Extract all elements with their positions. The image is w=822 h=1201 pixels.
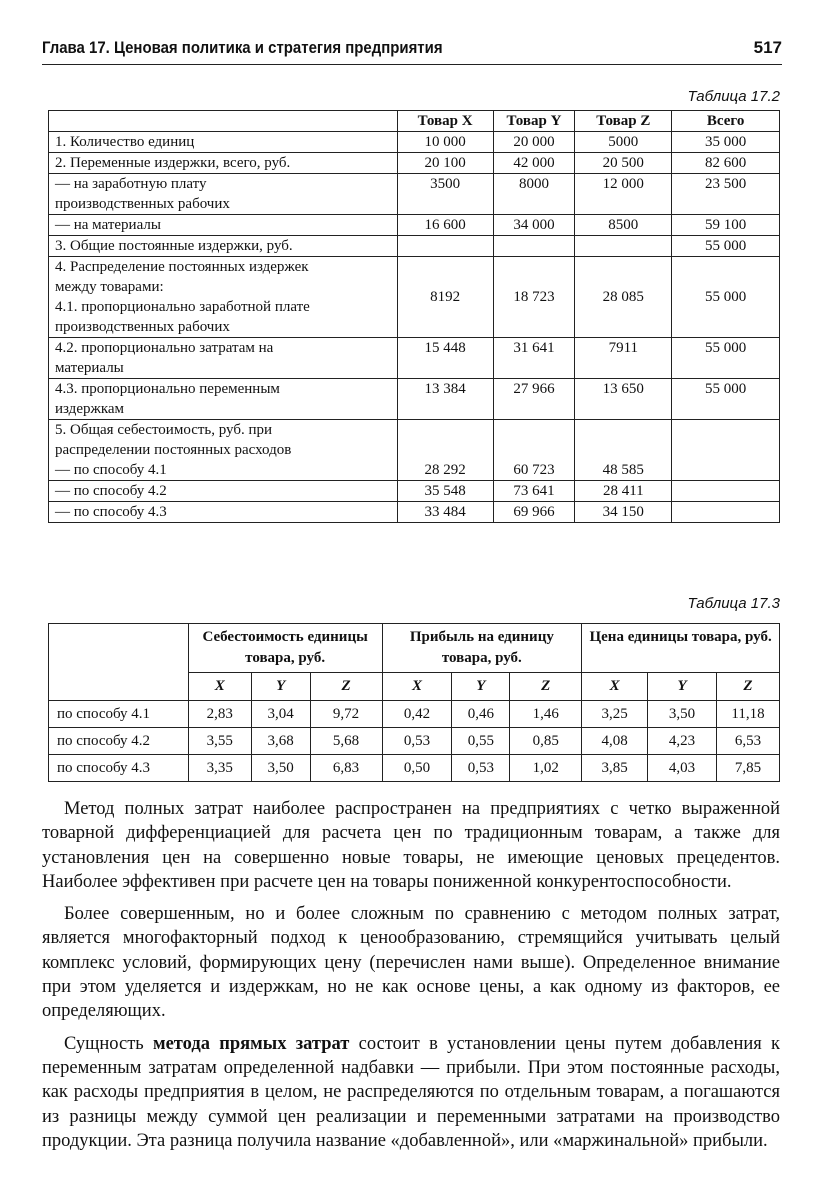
table-cell: 6,53: [717, 728, 780, 755]
table-cell: 3,55: [188, 728, 251, 755]
row-label: по способу 4.1: [49, 701, 189, 728]
table-cell: 0,53: [382, 728, 452, 755]
subcolumn-header: X: [582, 673, 648, 701]
paragraph: Более совершенным, но и более сложным по сравнению с методом полных затрат, является многофакторный подход к ценообразованию, стремящийся учитывать целый комплекс условий, формирующих цену (перечислен нами выше). Определенное внимание при этом уделяется и издержкам, но не как основе цены, а как одному из факторов, ее определяющих.: [42, 904, 780, 1022]
table-cell: [575, 236, 672, 257]
page-number: 517: [753, 38, 782, 57]
table-row: [49, 153, 780, 174]
table-cell: 18 723: [493, 257, 575, 338]
group-header: Цена единицы товара, руб.: [582, 624, 780, 673]
table-cell: 20 500: [575, 153, 672, 174]
table-cell: 13 384: [397, 379, 493, 420]
table-cell: 12 000: [575, 174, 672, 215]
table-cell: 0,85: [510, 728, 582, 755]
table-17-3-caption: Таблица 17.3: [687, 595, 780, 612]
table-cell: 3,50: [648, 701, 717, 728]
table-cell: 4,08: [582, 728, 648, 755]
body-text: [42, 797, 780, 1161]
row-label: — по способу 4.3: [49, 502, 398, 523]
table-cell: 7911: [575, 338, 672, 379]
table-cell: 35 000: [672, 132, 780, 153]
subcolumn-header: Y: [648, 673, 717, 701]
table-cell: 4,03: [648, 755, 717, 782]
table-cell: 9,72: [310, 701, 382, 728]
table-row: [49, 379, 780, 420]
table-row: [49, 481, 780, 502]
table-cell: 0,46: [452, 701, 510, 728]
table-cell: 8192: [397, 257, 493, 338]
table-cell: 2,83: [188, 701, 251, 728]
table-cell: [672, 481, 780, 502]
row-label-line: — по способу 4.1: [55, 462, 167, 478]
group-header: Прибыль на единицу товара, руб.: [382, 624, 582, 673]
table-cell: 59 100: [672, 215, 780, 236]
row-label-line: 5. Общая себестоимость, руб. при распределении постоянных расходов: [55, 422, 292, 458]
subcolumn-header: Y: [452, 673, 510, 701]
table-cell: [397, 236, 493, 257]
table-cell: 82 600: [672, 153, 780, 174]
table-cell: 1,46: [510, 701, 582, 728]
table-row: [49, 215, 780, 236]
table-cell: 5,68: [310, 728, 382, 755]
column-header: Всего: [672, 111, 780, 132]
table-cell: 3,85: [582, 755, 648, 782]
table-17-3: [48, 623, 780, 782]
table-cell: 7,85: [717, 755, 780, 782]
table-cell: 55 000: [672, 236, 780, 257]
row-label-line: 4. Распределение постоянных издержек между товарами:: [55, 259, 309, 295]
table-17-2: [48, 110, 780, 523]
row-label: 4.3. пропорционально переменным издержкам: [49, 379, 398, 420]
table-row: [49, 420, 780, 481]
table-cell: 8500: [575, 215, 672, 236]
row-label: [49, 257, 398, 338]
chapter-title: Глава 17. Ценовая политика и стратегия предприятия: [42, 38, 443, 57]
table-cell: 1,02: [510, 755, 582, 782]
row-label: 2. Переменные издержки, всего, руб.: [49, 153, 398, 174]
table-row: [49, 728, 780, 755]
table-header-row: [49, 111, 780, 132]
subcolumn-header: Z: [717, 673, 780, 701]
table-cell: 0,53: [452, 755, 510, 782]
table-cell: 60 723: [493, 420, 575, 481]
table-cell: 3,25: [582, 701, 648, 728]
table-cell: [493, 236, 575, 257]
table-cell: 15 448: [397, 338, 493, 379]
table-cell: 28 085: [575, 257, 672, 338]
subcolumn-header: X: [188, 673, 251, 701]
table-row: [49, 701, 780, 728]
table-cell: 13 650: [575, 379, 672, 420]
table-cell: 28 292: [397, 420, 493, 481]
table-row: [49, 236, 780, 257]
table-row: [49, 338, 780, 379]
table-cell: 69 966: [493, 502, 575, 523]
table-17-2-caption: Таблица 17.2: [687, 88, 780, 105]
row-label-line: 4.1. пропорционально заработной плате производственных рабочих: [55, 299, 310, 335]
paragraph: Метод полных затрат наиболее распространен на предприятиях с четко выраженной товарной дифференциацией для расчета цен по традиционным товарам, а также для установления цен на совершенно новые товары, не имеющие ценовых прецедентов. Наиболее эффективен при расчете цен на товары пониженной конкурентоспособности.: [42, 799, 780, 892]
row-label: 4.2. пропорционально затратам на материалы: [49, 338, 398, 379]
table-cell: 35 548: [397, 481, 493, 502]
table-cell: 27 966: [493, 379, 575, 420]
table-cell: 3,50: [251, 755, 310, 782]
table-cell: 34 000: [493, 215, 575, 236]
table-cell: 55 000: [672, 338, 780, 379]
table-cell: 31 641: [493, 338, 575, 379]
table-cell: 10 000: [397, 132, 493, 153]
table-cell: 6,83: [310, 755, 382, 782]
table-cell: 5000: [575, 132, 672, 153]
table-cell: 33 484: [397, 502, 493, 523]
table-cell: 73 641: [493, 481, 575, 502]
row-label: — на заработную плату производственных рабочих: [49, 174, 398, 215]
running-head: [42, 38, 782, 65]
header-empty-cell: [49, 111, 398, 132]
row-label: — на материалы: [49, 215, 398, 236]
paragraph: [42, 1032, 780, 1153]
header-empty-cell: [49, 624, 189, 701]
paragraph-text: Сущность: [64, 1033, 153, 1054]
table-cell: 8000: [493, 174, 575, 215]
table-row: [49, 755, 780, 782]
row-label: по способу 4.3: [49, 755, 189, 782]
table-cell: 55 000: [672, 257, 780, 338]
table-cell: 23 500: [672, 174, 780, 215]
table-cell: [672, 420, 780, 481]
column-header: Товар X: [397, 111, 493, 132]
table-cell: 55 000: [672, 379, 780, 420]
table-cell: 0,50: [382, 755, 452, 782]
table-cell: 0,42: [382, 701, 452, 728]
table-group-header-row: [49, 624, 780, 673]
column-header: Товар Y: [493, 111, 575, 132]
table-row: [49, 132, 780, 153]
table-cell: 3,68: [251, 728, 310, 755]
table-cell: [672, 502, 780, 523]
subcolumn-header: Y: [251, 673, 310, 701]
table-cell: 20 100: [397, 153, 493, 174]
row-label: 1. Количество единиц: [49, 132, 398, 153]
table-cell: 28 411: [575, 481, 672, 502]
table-cell: 3,35: [188, 755, 251, 782]
table-row: [49, 502, 780, 523]
row-label: [49, 420, 398, 481]
table-cell: 42 000: [493, 153, 575, 174]
table-cell: 0,55: [452, 728, 510, 755]
paragraph-text: состоит в установлении цены путем добавления к переменным затратам определенной надбавки — прибыли. При этом постоянные расходы, как расходы предприятия в целом, не распределяются по отдельным товарам, а погашаются из разницы между суммой цен реализации и переменными затратами на производство продукции. Эта разница получила название «добавленной», или «маржинальной» прибыли.: [42, 1033, 781, 1151]
table-cell: 34 150: [575, 502, 672, 523]
subcolumn-header: Z: [310, 673, 382, 701]
row-label: 3. Общие постоянные издержки, руб.: [49, 236, 398, 257]
table-cell: 20 000: [493, 132, 575, 153]
subcolumn-header: X: [382, 673, 452, 701]
row-label: по способу 4.2: [49, 728, 189, 755]
subcolumn-header: Z: [510, 673, 582, 701]
table-cell: 48 585: [575, 420, 672, 481]
table-cell: 11,18: [717, 701, 780, 728]
table-cell: 3,04: [251, 701, 310, 728]
table-cell: 3500: [397, 174, 493, 215]
column-header: Товар Z: [575, 111, 672, 132]
table-row: [49, 174, 780, 215]
bold-term: метода прямых затрат: [152, 1033, 350, 1054]
table-row: [49, 257, 780, 338]
table-cell: 16 600: [397, 215, 493, 236]
table-cell: 4,23: [648, 728, 717, 755]
row-label: — по способу 4.2: [49, 481, 398, 502]
group-header: Себестоимость единицы товара, руб.: [188, 624, 382, 673]
